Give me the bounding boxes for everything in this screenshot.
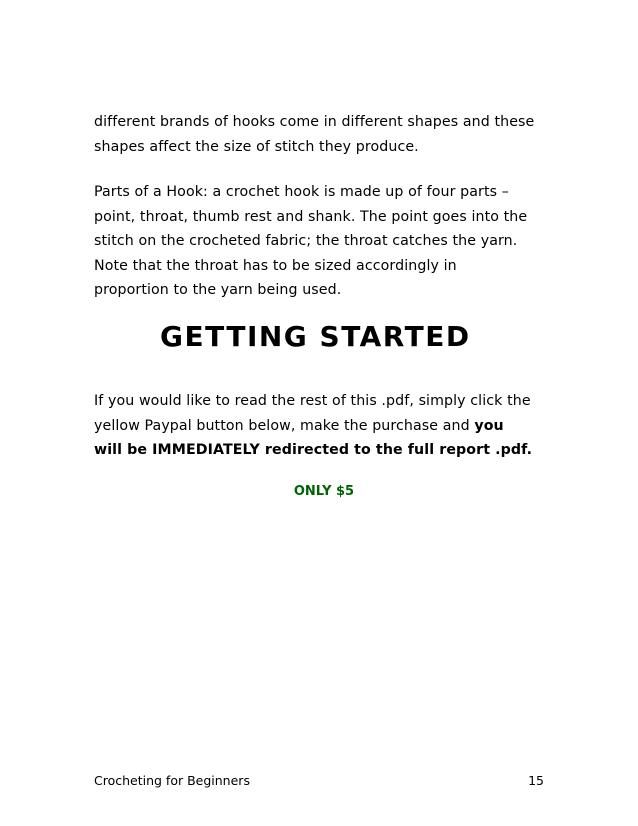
text-line: different brands of hooks come in different shapes and these xyxy=(94,114,535,130)
text-line: If you would like to read the rest of this .pdf, simply click the xyxy=(94,393,531,409)
text-line: Note that the throat has to be sized accordingly in xyxy=(94,257,457,274)
text-line: proportion to the yarn being used. xyxy=(94,282,342,298)
text-line xyxy=(94,414,564,439)
text-normal: yellow Paypal button below, make the purchase and xyxy=(94,417,475,434)
text-line-bold: will be IMMEDIATELY redirected to the full report .pdf. xyxy=(94,442,533,458)
footer-document-title: Crocheting for Beginners xyxy=(94,773,250,788)
text-line: point, throat, thumb rest and shank. The point goes into the xyxy=(94,208,528,225)
paragraph-parts-of-hook xyxy=(94,180,564,303)
text-line: Parts of a Hook: a crochet hook is made up of four parts – xyxy=(94,184,509,200)
text-line: stitch on the crocheted fabric; the throat catches the yarn. xyxy=(94,233,518,249)
price-label: ONLY $5 xyxy=(293,484,355,499)
paragraph-hook-shapes xyxy=(94,110,564,159)
text-bold: you xyxy=(474,417,504,434)
paragraph-purchase-info xyxy=(94,389,564,463)
text-line: shapes affect the size of stitch they produce. xyxy=(94,138,419,155)
footer-page-number: 15 xyxy=(528,773,544,788)
section-heading: GETTING STARTED xyxy=(160,320,471,353)
